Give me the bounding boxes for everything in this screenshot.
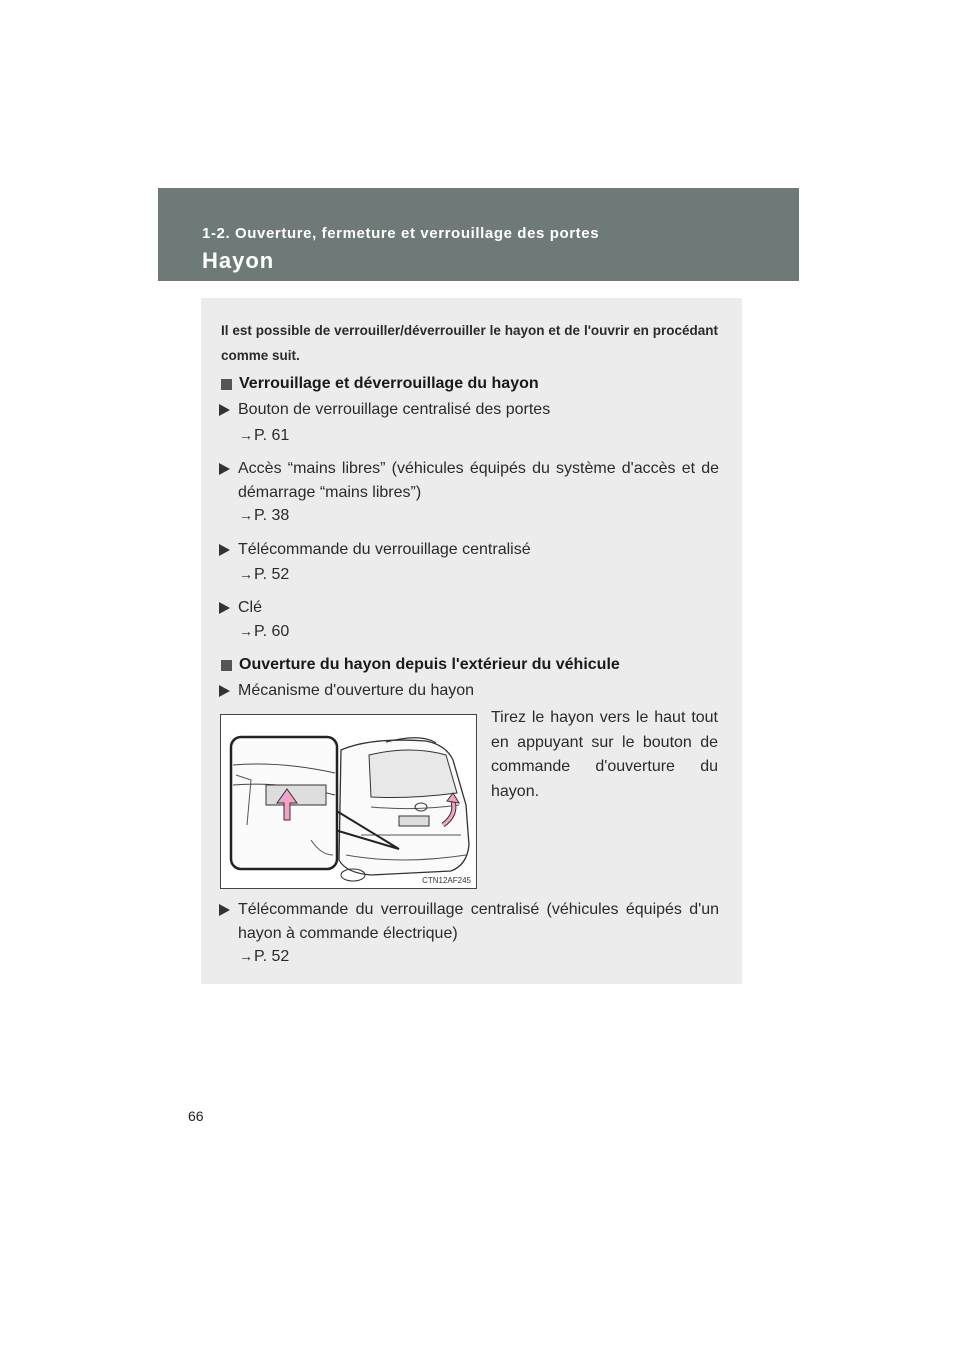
- list-item: Bouton de verrouillage centralisé des portes: [219, 398, 719, 422]
- heading-text: Verrouillage et déverrouillage du hayon: [239, 375, 539, 392]
- content-panel: [201, 298, 742, 984]
- triangle-bullet-icon: [219, 463, 230, 475]
- section-heading-open: [221, 656, 620, 674]
- figure-code: CTN12AF245: [422, 876, 471, 885]
- page-number: 66: [188, 1108, 204, 1124]
- list-item: Télécommande du verrouillage centralisé: [219, 538, 719, 562]
- intro-text: Il est possible de verrouiller/déverrouiller le hayon et de l'ouvrir en procédant comme suit.: [221, 323, 718, 363]
- heading-text: Ouverture du hayon depuis l'extérieur du véhicule: [239, 656, 620, 673]
- triangle-bullet-icon: [219, 685, 230, 697]
- list-item: Accès “mains libres” (véhicules équipés du système d'accès et de démarrage “mains libres”): [219, 457, 719, 505]
- header-bar: [158, 188, 799, 281]
- list-item: Télécommande du verrouillage centralisé (véhicules équipés d'un hayon à commande électrique): [219, 898, 719, 946]
- square-bullet-icon: [221, 660, 232, 671]
- list-item: Mécanisme d'ouverture du hayon: [219, 679, 719, 703]
- page-reference-link[interactable]: →P. 38: [239, 507, 290, 524]
- triangle-bullet-icon: [219, 904, 230, 916]
- square-bullet-icon: [221, 379, 232, 390]
- page-reference-link[interactable]: →P. 61: [239, 427, 290, 444]
- page-reference-link[interactable]: →P. 60: [239, 623, 290, 640]
- section-heading-lock: [221, 375, 539, 393]
- triangle-bullet-icon: [219, 404, 230, 416]
- list-item: Clé: [219, 596, 719, 620]
- tailgate-drawing: [221, 715, 476, 888]
- triangle-bullet-icon: [219, 602, 230, 614]
- page-title: Hayon: [202, 248, 275, 273]
- figure-caption: Tirez le hayon vers le haut tout en appuyant sur le bouton de commande d'ouverture du hayon.: [491, 709, 718, 800]
- page-reference-link[interactable]: →P. 52: [239, 948, 290, 965]
- page-reference-link[interactable]: →P. 52: [239, 566, 290, 583]
- tailgate-illustration: [220, 714, 477, 889]
- triangle-bullet-icon: [219, 544, 230, 556]
- section-title: 1-2. Ouverture, fermeture et verrouillage des portes: [202, 225, 600, 242]
